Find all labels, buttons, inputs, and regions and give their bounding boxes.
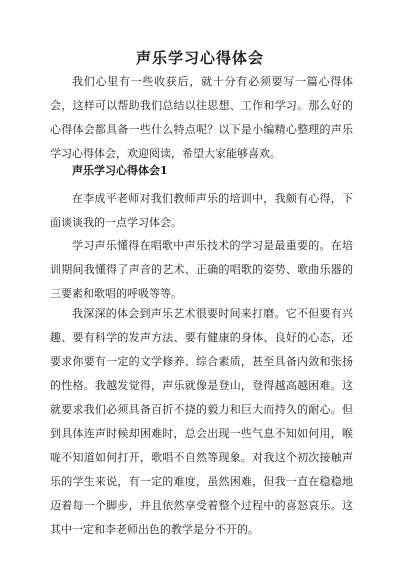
section-heading: 声乐学习心得体会1 (72, 164, 168, 177)
document-title: 声乐学习心得体会 (135, 49, 264, 67)
body-paragraph-2: 学习声乐懂得在唱歌中声乐技术的学习是最重要的。在培训期间我懂得了声音的艺术、正确的唱歌的姿势、歌曲乐器的三要素和歌唱的呼吸等等。 (50, 239, 353, 300)
intro-paragraph: 我们心里有一些收获后，就十分有必须要写一篇心得体会，这样可以帮助我们总结以往思想、工作和学习。那么好的心得体会都具备一些什么特点呢？以下是小编精心整理的声乐学习心得体会，欢迎阅读，希望大家能够喜欢。 (50, 75, 353, 160)
body-paragraph-1: 在李成平老师对我们教师声乐的培训中，我颇有心得，下面谈谈我的一点学习体会。 (50, 192, 353, 229)
body-paragraph-3: 我深深的体会到声乐艺术很要时间来打磨。它不但要有兴趣、要有科学的发声方法、要有健康的身体、良好的心态，还要求你要有一定的文学修养、综合素质，甚至具备内敛和张扬的性格。我越发觉得，声乐就像是登山，登得越高越困难。这就要求我们必须具备百折不挠的毅力和巨大而持久的耐心。但到具体连声时候却困难时，总会出现一些气息不知如何用，喉咙不知道如何打开，歌唱不自然等现象。对我这个初次接触声乐的学生来说，有一定的难度，虽然困难，但我一直在稳稳地迈着每一个脚步，并且依然享受着整个过程中的喜怒哀乐。这其中一定和李老师出色的教学是分不开的。 (50, 307, 353, 536)
